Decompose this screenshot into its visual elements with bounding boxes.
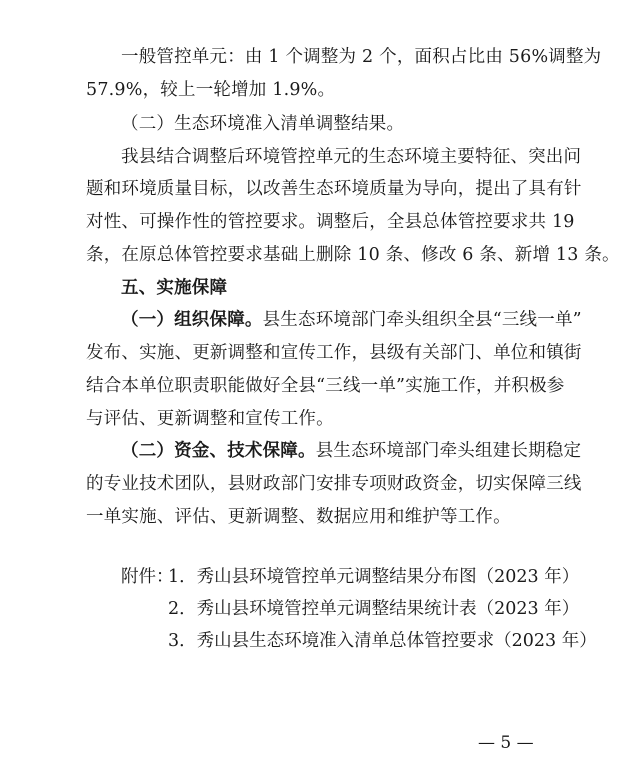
heading-2: （二）生态环境准入清单调整结果。 [121,114,405,134]
paragraph4-line3: 一单实施、评估、更新调整、数据应用和维护等工作。 [86,507,511,527]
paragraph4-line1 [121,436,582,466]
paragraph3-line2: 发布、实施、更新调整和宣传工作，县级有关部门、单位和镇街 [86,343,582,363]
page-number: — 5 — [478,733,534,753]
paragraph1-line1: 一般管控单元：由 1 个调整为 2 个，面积占比由 56%调整为 [121,47,602,67]
paragraph3-line3: 结合本单位职责职能做好全县“三线一单”实施工作，并积极参 [86,376,565,396]
paragraph3-line1-rest: 县生态环境部门牵头组织全县“三线一单” [262,310,582,330]
paragraph4-line1-rest: 县生态环境部门牵头组建长期稳定 [315,441,582,461]
attachment-item-1: 1．秀山县环境管控单元调整结果分布图（2023 年） [168,567,580,587]
paragraph2-line1: 我县结合调整后环境管控单元的生态环境主要特征、突出问 [121,147,582,167]
attachments-label: 附件： [121,567,174,587]
attachment-item-3: 3．秀山县生态环境准入清单总体管控要求（2023 年） [168,631,597,651]
paragraph4-line2: 的专业技术团队，县财政部门安排专项财政资金，切实保障三线 [86,474,582,494]
paragraph3-lead: （一）组织保障。 [121,310,263,330]
paragraph3-line1 [121,305,582,335]
attachment-item-2: 2．秀山县环境管控单元调整结果统计表（2023 年） [168,599,580,619]
paragraph1-line2: 57.9%，较上一轮增加 1.9%。 [86,80,336,100]
paragraph2-line2: 题和环境质量目标，以改善生态环境质量为导向，提出了具有针 [86,179,582,199]
paragraph4-lead: （二）资金、技术保障。 [121,441,316,461]
paragraph2-line3: 对性、可操作性的管控要求。调整后，全县总体管控要求共 19 [86,212,575,232]
section-5-heading: 五、实施保障 [121,278,228,298]
paragraph2-line4: 条，在原总体管控要求基础上删除 10 条、修改 6 条、新增 13 条。 [86,245,620,265]
paragraph3-line4: 与评估、更新调整和宣传工作。 [86,409,334,429]
